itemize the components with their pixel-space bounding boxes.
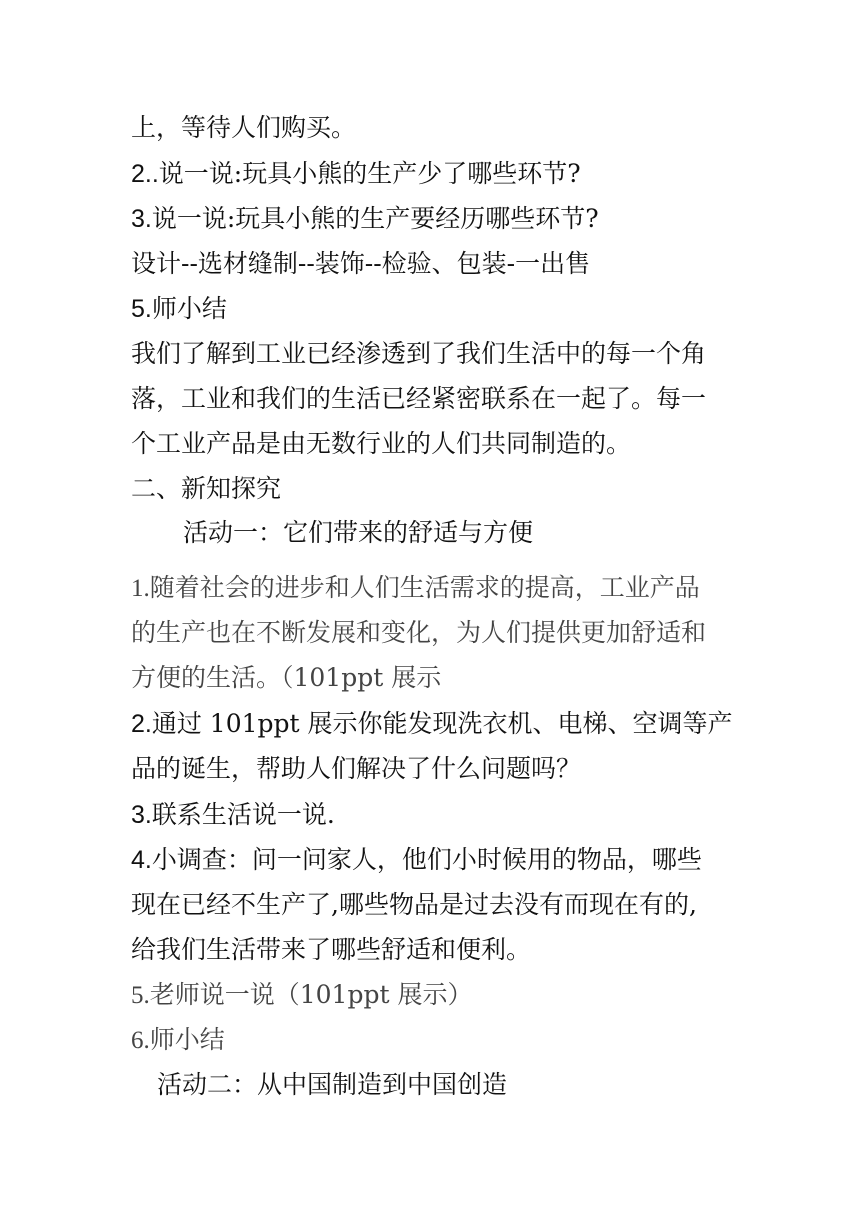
- item-number: 3.: [131, 205, 152, 233]
- item-number: 2..: [131, 160, 159, 188]
- text-line: [131, 112, 356, 144]
- line-text: 设计--选材缝制--装饰--检验、包装-一出售: [131, 249, 591, 278]
- line-text: 说一说:玩具小熊的生产少了哪些环节?: [158, 159, 581, 188]
- text-line: [131, 383, 706, 415]
- line-text: 随着社会的进步和人们生活需求的提高，工业产品: [149, 573, 700, 602]
- heading-text: 活动一：它们带来的舒适与方便: [183, 518, 534, 547]
- text-line: [131, 338, 706, 370]
- line-text: 联系生活说一说.: [151, 800, 335, 829]
- line-text: 的生产也在不断发展和变化，为人们提供更加舒适和: [131, 618, 707, 647]
- list-item: [131, 572, 700, 605]
- line-text: 上，等待人们购买。: [131, 113, 357, 142]
- text-line: [131, 248, 590, 280]
- section-heading: [131, 473, 281, 505]
- line-text: 我们了解到工业已经渗透到了我们生活中的每一个角: [131, 339, 707, 368]
- line-text: 方便的生活。（101ppt 展示: [131, 663, 442, 692]
- text-line: [131, 889, 697, 921]
- list-item: [131, 203, 599, 235]
- item-number: 5.: [131, 295, 152, 323]
- text-line: [131, 662, 441, 694]
- line-text: 师小结: [151, 294, 227, 323]
- line-text: 通过 101ppt 展示你能发现洗衣机、电梯、空调等产: [151, 709, 733, 738]
- text-line: [131, 617, 706, 649]
- text-line: [131, 428, 631, 460]
- list-item: [131, 799, 335, 831]
- item-number: 6.: [131, 1027, 150, 1054]
- text-line: [131, 753, 581, 785]
- list-item: [131, 979, 472, 1012]
- activity-heading: [183, 517, 533, 549]
- item-number: 1.: [131, 575, 150, 602]
- line-text: 说一说:玩具小熊的生产要经历哪些环节?: [151, 204, 599, 233]
- list-item: [131, 708, 733, 740]
- list-item: [131, 293, 227, 325]
- line-text: 品的诞生，帮助人们解决了什么问题吗？: [131, 754, 582, 783]
- line-text: 小调查：问一问家人，他们小时候用的物品，哪些: [151, 845, 702, 874]
- item-number: 3.: [131, 801, 152, 829]
- item-number: 5.: [131, 982, 150, 1009]
- list-item: [131, 844, 702, 876]
- line-text: 老师说一说（101ppt 展示）: [149, 980, 473, 1009]
- line-text: 个工业产品是由无数行业的人们共同制造的。: [131, 429, 632, 458]
- line-text: 师小结: [149, 1025, 225, 1054]
- activity-heading: [157, 1069, 507, 1101]
- item-number: 4.: [131, 846, 152, 874]
- heading-text: 活动二：从中国制造到中国创造: [157, 1070, 508, 1099]
- line-text: 给我们生活带来了哪些舒适和便利。: [131, 935, 532, 964]
- list-item: [131, 1024, 225, 1057]
- item-number: 2.: [131, 710, 152, 738]
- text-line: [131, 934, 531, 966]
- line-text: 现在已经不生产了,哪些物品是过去没有而现在有的,: [131, 890, 697, 919]
- list-item: [131, 158, 581, 190]
- heading-text: 二、新知探究: [131, 474, 282, 503]
- line-text: 落，工业和我们的生活已经紧密联系在一起了。每一: [131, 384, 707, 413]
